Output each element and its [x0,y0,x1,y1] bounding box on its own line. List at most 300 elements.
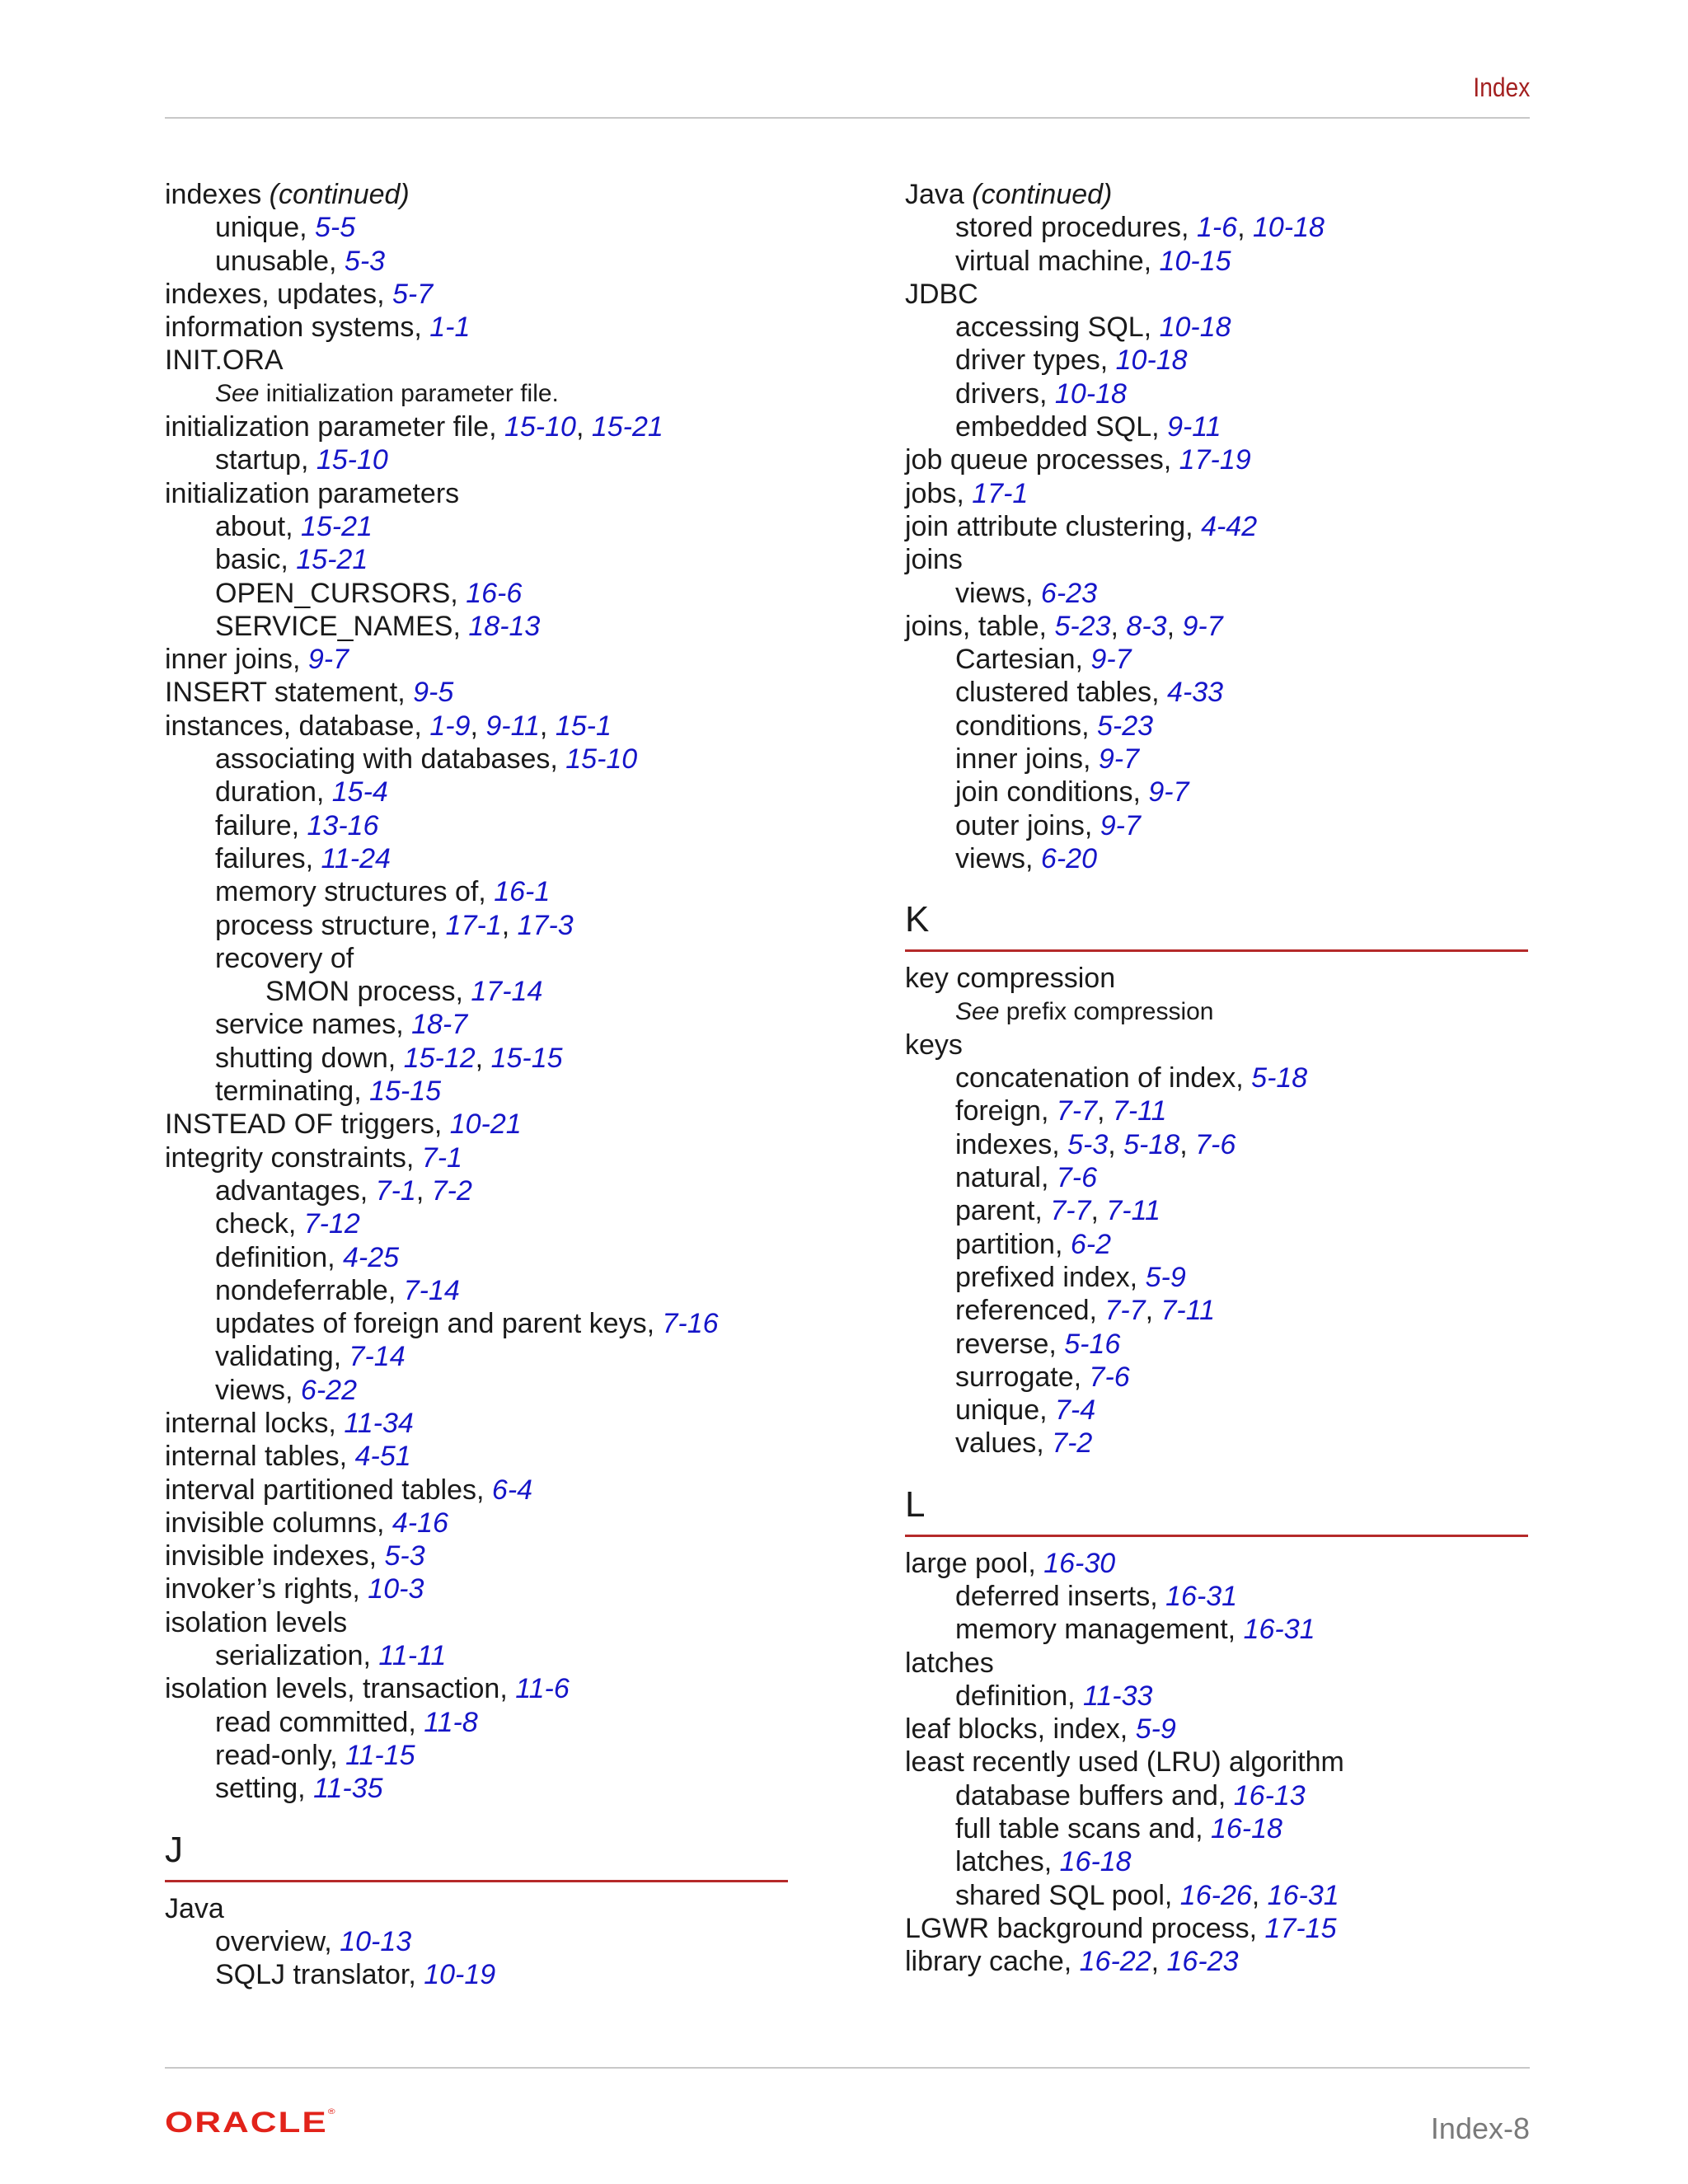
index-entry [165,1958,788,1991]
index-term: invisible columns, [165,1507,392,1539]
index-term: foreign, [955,1095,1057,1127]
page-reference-link[interactable]: 7-11 [1112,1095,1167,1127]
page-reference-link[interactable]: 6-4 [491,1474,533,1506]
page-reference-link[interactable]: 9-7 [1098,743,1140,776]
index-term: unique, [955,1394,1055,1427]
index-term: keys [905,1029,963,1061]
index-entry [905,510,1528,543]
index-entry [905,1361,1528,1394]
ref-separator: , [501,909,518,941]
index-term: values, [955,1427,1053,1460]
index-term: nondeferrable, [215,1274,404,1306]
index-entry [905,842,1528,875]
page-reference-link[interactable]: 7-6 [1056,1162,1097,1194]
index-term: validating, [215,1341,349,1373]
page-reference-link[interactable]: 11-33 [1083,1680,1153,1712]
index-entry [905,1228,1528,1261]
page-reference-link[interactable]: 11-34 [344,1407,414,1439]
page-reference-link[interactable]: 17-1 [445,909,502,941]
ref-separator: , [1108,1128,1124,1160]
ref-separator: , [475,1042,491,1074]
page-reference-link[interactable]: 6-23 [1040,577,1097,609]
index-entry [905,1261,1528,1294]
section-rule [905,1535,1528,1537]
section-rule [165,1880,788,1882]
index-term: shared SQL pool, [955,1879,1180,1911]
page-reference-link[interactable]: 17-14 [471,976,543,1008]
index-entry [905,1580,1528,1613]
page-reference-link[interactable]: 11-24 [321,842,391,874]
index-entry [905,477,1528,510]
page-reference-link[interactable]: 15-12 [403,1042,476,1074]
index-entry [905,710,1528,743]
page-reference-link[interactable]: 1-6 [1196,212,1238,244]
index-term: leaf blocks, index, [905,1713,1136,1746]
ref-separator: , [1097,1095,1113,1127]
index-entry [165,1474,788,1507]
index-entry [165,776,788,808]
page-number: Index-8 [1430,2111,1530,2145]
page-reference-link[interactable]: 10-19 [424,1959,496,1991]
page-reference-link[interactable]: 9-7 [1100,809,1141,841]
index-term: serialization, [215,1640,379,1672]
index-term: initialization parameters [165,477,460,509]
page-reference-link[interactable]: 16-23 [1166,1946,1239,1978]
page-reference-link[interactable]: 9-7 [307,644,349,676]
index-term: JDBC [905,278,978,310]
index-term: full table scans and, [955,1813,1211,1845]
ref-separator: , [1151,1946,1167,1978]
index-term: prefixed index, [955,1261,1146,1293]
page-reference-link[interactable]: 18-13 [468,610,541,642]
page-reference-link[interactable]: 6-22 [300,1374,357,1406]
index-entry [905,1161,1528,1194]
section-letter: K [905,899,930,940]
index-term: large pool, [905,1547,1044,1579]
index-term: interval partitioned tables, [165,1474,492,1506]
continued-label: (continued) [261,179,410,210]
index-term: service names, [215,1009,412,1041]
page-reference-link[interactable]: 16-18 [1059,1846,1132,1878]
index-entry [165,1540,788,1572]
page-reference-link[interactable]: 4-16 [392,1507,448,1539]
index-entry [905,278,1528,311]
index-term: latches [905,1647,994,1679]
index-entry [905,776,1528,808]
index-term: check, [215,1208,304,1240]
index-term: job queue processes, [905,444,1179,476]
index-entry [165,1440,788,1473]
index-term: partition, [955,1228,1071,1260]
index-term: Java [905,179,964,210]
continued-label: (continued) [964,179,1113,210]
index-entry [165,1407,788,1440]
index-entry [165,1174,788,1207]
index-entry [905,643,1528,676]
index-entry [165,1507,788,1540]
index-term: definition, [215,1241,343,1273]
page-reference-link[interactable]: 5-5 [315,212,356,244]
page-reference-link[interactable]: 5-18 [1251,1062,1308,1094]
index-entry [165,1925,788,1958]
page-reference-link[interactable]: 15-21 [296,544,368,576]
page-reference-link[interactable]: 13-16 [307,809,379,841]
index-entry [905,610,1528,643]
index-entry [165,1706,788,1739]
page-reference-link[interactable]: 5-3 [344,245,386,277]
index-entry [165,1141,788,1174]
page-reference-link[interactable]: 16-6 [466,577,523,609]
index-term: INSERT statement, [165,677,414,709]
index-entry [165,510,788,543]
index-term: isolation levels [165,1606,348,1638]
index-term: memory management, [955,1614,1244,1646]
index-entry [905,1328,1528,1361]
page-reference-link[interactable]: 10-13 [340,1925,412,1957]
page-reference-link[interactable]: 6-20 [1040,842,1097,874]
page-reference-link[interactable]: 4-42 [1201,510,1258,542]
page-reference-link[interactable]: 15-10 [504,411,576,443]
index-term: initialization parameter file. [259,379,559,407]
index-column-left [165,178,788,1991]
page-reference-link[interactable]: 7-11 [1160,1295,1216,1327]
index-term: indexes [165,179,262,210]
page-reference-link[interactable]: 5-16 [1064,1328,1121,1360]
page-reference-link[interactable]: 5-23 [1054,610,1111,642]
section-letter: J [165,1829,183,1870]
page-reference-link[interactable]: 7-12 [303,1208,360,1240]
index-entry [165,1042,788,1075]
page-reference-link[interactable]: 17-15 [1264,1912,1337,1944]
index-entry [165,245,788,278]
page-reference-link[interactable]: 18-7 [411,1009,468,1041]
index-entry [905,211,1528,244]
ref-separator: , [1179,1128,1196,1160]
index-term: inner joins, [955,743,1099,776]
index-entry [905,1062,1528,1094]
page-reference-link[interactable]: 16-26 [1179,1879,1252,1911]
index-entry [905,1094,1528,1127]
index-entry [905,1680,1528,1713]
index-term: internal tables, [165,1441,355,1473]
index-entry [905,178,1528,211]
index-entry [905,245,1528,278]
ref-separator: , [1251,1879,1268,1911]
index-entry [165,443,788,476]
index-entry [905,1029,1528,1062]
page-reference-link[interactable]: 7-7 [1104,1295,1146,1327]
page-reference-link[interactable]: 16-31 [1243,1614,1315,1646]
page-reference-link[interactable]: 7-4 [1055,1394,1096,1427]
index-term: isolation levels, transaction, [165,1673,516,1705]
page-reference-link[interactable]: 10-15 [1159,245,1231,277]
index-entry [165,809,788,842]
page-reference-link[interactable]: 10-3 [368,1573,424,1605]
index-term: virtual machine, [955,245,1160,277]
page-reference-link[interactable]: 7-6 [1195,1128,1236,1160]
index-term: SMON process, [265,976,471,1008]
index-entry [165,1307,788,1340]
ref-separator: , [1110,610,1127,642]
index-term: invoker’s rights, [165,1573,368,1605]
page-reference-link[interactable]: 9-7 [1182,610,1223,642]
index-term: duration, [215,776,332,808]
index-entry [165,676,788,709]
index-term: initialization parameter file, [165,411,504,443]
index-term: advantages, [215,1174,376,1207]
page-reference-link[interactable]: 9-11 [485,710,540,742]
index-term: about, [215,510,301,542]
page-reference-link[interactable]: 16-22 [1079,1946,1151,1978]
see-reference [905,996,1528,1029]
index-entry [165,1340,788,1373]
page-reference-link[interactable]: 16-31 [1267,1879,1339,1911]
index-entry [165,1606,788,1639]
index-entry [165,278,788,311]
index-entry [165,1572,788,1605]
page-reference-link[interactable]: 15-1 [555,710,612,742]
index-term: integrity constraints, [165,1141,422,1174]
page-reference-link[interactable]: 4-33 [1167,677,1224,709]
see-label: See [215,379,260,407]
page-reference-link[interactable]: 4-25 [343,1241,400,1273]
index-entry [165,577,788,610]
index-term: Java [165,1892,224,1924]
index-term: LGWR background process, [905,1912,1265,1944]
page-reference-link[interactable]: 10-21 [449,1108,522,1141]
see-label: See [955,997,1000,1025]
page-reference-link[interactable]: 9-11 [1167,411,1221,443]
index-term: deferred inserts, [955,1580,1166,1612]
page-reference-link[interactable]: 7-14 [349,1341,406,1373]
index-term: information systems, [165,312,430,344]
section-rule [905,949,1528,952]
index-term: unusable, [215,245,345,277]
page-reference-link[interactable]: 5-3 [384,1540,425,1572]
index-entry [905,1547,1528,1580]
index-term: views, [215,1374,301,1406]
page-reference-link[interactable]: 9-5 [413,677,454,709]
index-entry [165,610,788,643]
oracle-logo [165,2107,337,2139]
index-term: inner joins, [165,644,308,676]
index-term: basic, [215,544,297,576]
page-reference-link[interactable]: 6-2 [1070,1228,1111,1260]
page-reference-link[interactable]: 16-13 [1233,1779,1306,1811]
page-reference-link[interactable]: 17-19 [1179,444,1251,476]
page-reference-link[interactable]: 7-16 [662,1308,719,1340]
page-reference-link[interactable]: 11-8 [424,1706,478,1738]
index-term: database buffers and, [955,1779,1234,1811]
page-reference-link[interactable]: 7-2 [431,1174,472,1207]
page-reference-link[interactable]: 16-31 [1165,1580,1238,1612]
index-entry [905,344,1528,377]
page-reference-link[interactable]: 15-10 [316,444,388,476]
index-entry [165,344,788,377]
page-reference-link[interactable]: 5-9 [1145,1261,1186,1293]
ref-separator: , [1237,212,1253,244]
page-reference-link[interactable]: 10-18 [1252,212,1325,244]
page-reference-link[interactable]: 15-10 [565,743,638,776]
index-term: indexes, [955,1128,1068,1160]
index-entry [165,1739,788,1772]
index-term: instances, database, [165,710,430,742]
index-entry [165,477,788,510]
index-term: join conditions, [955,776,1149,808]
index-term: views, [955,577,1041,609]
page-reference-link[interactable]: 5-9 [1135,1713,1176,1746]
ref-separator: , [575,411,592,443]
page-reference-link[interactable]: 5-3 [1067,1128,1109,1160]
index-entry [165,942,788,975]
index-entry [165,1672,788,1705]
page-reference-link[interactable]: 7-7 [1050,1195,1091,1227]
index-term: internal locks, [165,1407,345,1439]
index-term: OPEN_CURSORS, [215,577,467,609]
index-entry [905,1845,1528,1878]
index-term: key compression [905,963,1116,995]
index-entry [905,577,1528,610]
index-term: library cache, [905,1946,1080,1978]
index-term: clustered tables, [955,677,1168,709]
page-reference-link[interactable]: 15-15 [369,1076,442,1108]
page-reference-link[interactable]: 7-1 [421,1141,462,1174]
index-entry [905,311,1528,344]
page-reference-link[interactable]: 15-21 [300,510,373,542]
index-term: failure, [215,809,307,841]
index-term: read-only, [215,1739,346,1771]
index-term: INIT.ORA [165,344,284,377]
index-entry [165,1274,788,1307]
index-entry [165,410,788,443]
index-entry [905,1647,1528,1680]
index-entry [165,743,788,776]
index-term: conditions, [955,710,1097,742]
page-reference-link[interactable]: 9-7 [1148,776,1189,808]
index-term: drivers, [955,377,1055,410]
section-letter: L [905,1483,926,1525]
index-term: natural, [955,1162,1057,1194]
index-term: SERVICE_NAMES, [215,610,469,642]
index-term: jobs, [905,477,973,509]
page-reference-link[interactable]: 9-7 [1090,644,1132,676]
index-term: failures, [215,842,321,874]
oracle-logo-text: ORACLE [165,2107,328,2139]
page-reference-link[interactable]: 11-15 [345,1739,415,1771]
index-term: accessing SQL, [955,312,1160,344]
page-reference-link[interactable]: 5-7 [392,278,434,310]
page-reference-link[interactable]: 16-30 [1043,1547,1116,1579]
index-term: joins [905,544,963,576]
page-reference-link[interactable]: 8-3 [1126,610,1167,642]
page-reference-link[interactable]: 11-11 [378,1640,447,1672]
index-term: Cartesian, [955,644,1091,676]
page-reference-link[interactable]: 15-15 [490,1042,563,1074]
page-reference-link[interactable]: 7-1 [375,1174,416,1207]
page-reference-link[interactable]: 5-23 [1097,710,1154,742]
index-entry [165,1075,788,1108]
section-header [905,1479,1528,1537]
index-entry [905,1294,1528,1327]
index-term: surrogate, [955,1361,1090,1393]
index-term: updates of foreign and parent keys, [215,1308,663,1340]
index-term: unique, [215,212,315,244]
index-term: prefix compression [999,997,1214,1025]
index-term: INSTEAD OF triggers, [165,1108,450,1141]
index-entry [905,809,1528,842]
index-term: invisible indexes, [165,1540,385,1572]
index-entry [905,543,1528,576]
index-entry [905,1812,1528,1845]
index-entry [905,1427,1528,1460]
index-term: latches, [955,1846,1060,1878]
page-reference-link[interactable]: 11-35 [313,1773,383,1805]
page-reference-link[interactable]: 17-3 [517,909,574,941]
page-reference-link[interactable]: 5-18 [1123,1128,1180,1160]
page-reference-link[interactable]: 15-21 [591,411,663,443]
page-reference-link[interactable]: 4-51 [354,1441,411,1473]
running-header: Index [1473,73,1530,102]
index-term: stored procedures, [955,212,1197,244]
index-entry [165,543,788,576]
index-term: indexes, updates, [165,278,392,310]
index-entry [165,1207,788,1240]
footer-rule [165,2067,1530,2069]
page-reference-link[interactable]: 11-6 [515,1673,570,1705]
index-term: process structure, [215,909,446,941]
page-reference-link[interactable]: 17-1 [972,477,1029,509]
page-reference-link[interactable]: 7-2 [1052,1427,1093,1460]
page-reference-link[interactable]: 7-7 [1056,1095,1097,1127]
index-entry [905,1613,1528,1646]
index-term: startup, [215,444,316,476]
page-reference-link[interactable]: 7-11 [1106,1195,1160,1227]
page-reference-link[interactable]: 10-18 [1115,344,1188,377]
page-reference-link[interactable]: 7-6 [1089,1361,1130,1393]
index-entry [165,211,788,244]
ref-separator: , [1090,1195,1107,1227]
index-entry [905,377,1528,410]
see-reference [165,377,788,410]
index-term: parent, [955,1195,1051,1227]
page-reference-link[interactable]: 10-18 [1159,312,1231,344]
index-entry [165,1241,788,1274]
ref-separator: , [415,1174,432,1207]
page-reference-link[interactable]: 15-4 [331,776,388,808]
index-term: recovery of [215,942,354,974]
index-term: concatenation of index, [955,1062,1252,1094]
index-term: setting, [215,1773,314,1805]
page-reference-link[interactable]: 10-18 [1054,377,1127,410]
page-reference-link[interactable]: 16-1 [494,876,551,908]
index-term: outer joins, [955,809,1100,841]
index-entry [905,743,1528,776]
index-column-right [905,178,1528,1979]
index-term: definition, [955,1680,1083,1712]
page-reference-link[interactable]: 1-1 [429,312,471,344]
index-term: reverse, [955,1328,1065,1360]
ref-separator: , [539,710,556,742]
page-reference-link[interactable]: 16-18 [1210,1813,1282,1845]
index-term: SQLJ translator, [215,1959,424,1991]
page-reference-link[interactable]: 7-14 [403,1274,460,1306]
index-entry [165,643,788,676]
registered-mark: ® [327,2107,337,2116]
index-term: memory structures of, [215,876,495,908]
page-reference-link[interactable]: 1-9 [429,710,471,742]
index-entry [165,1772,788,1805]
index-entry [905,1945,1528,1978]
